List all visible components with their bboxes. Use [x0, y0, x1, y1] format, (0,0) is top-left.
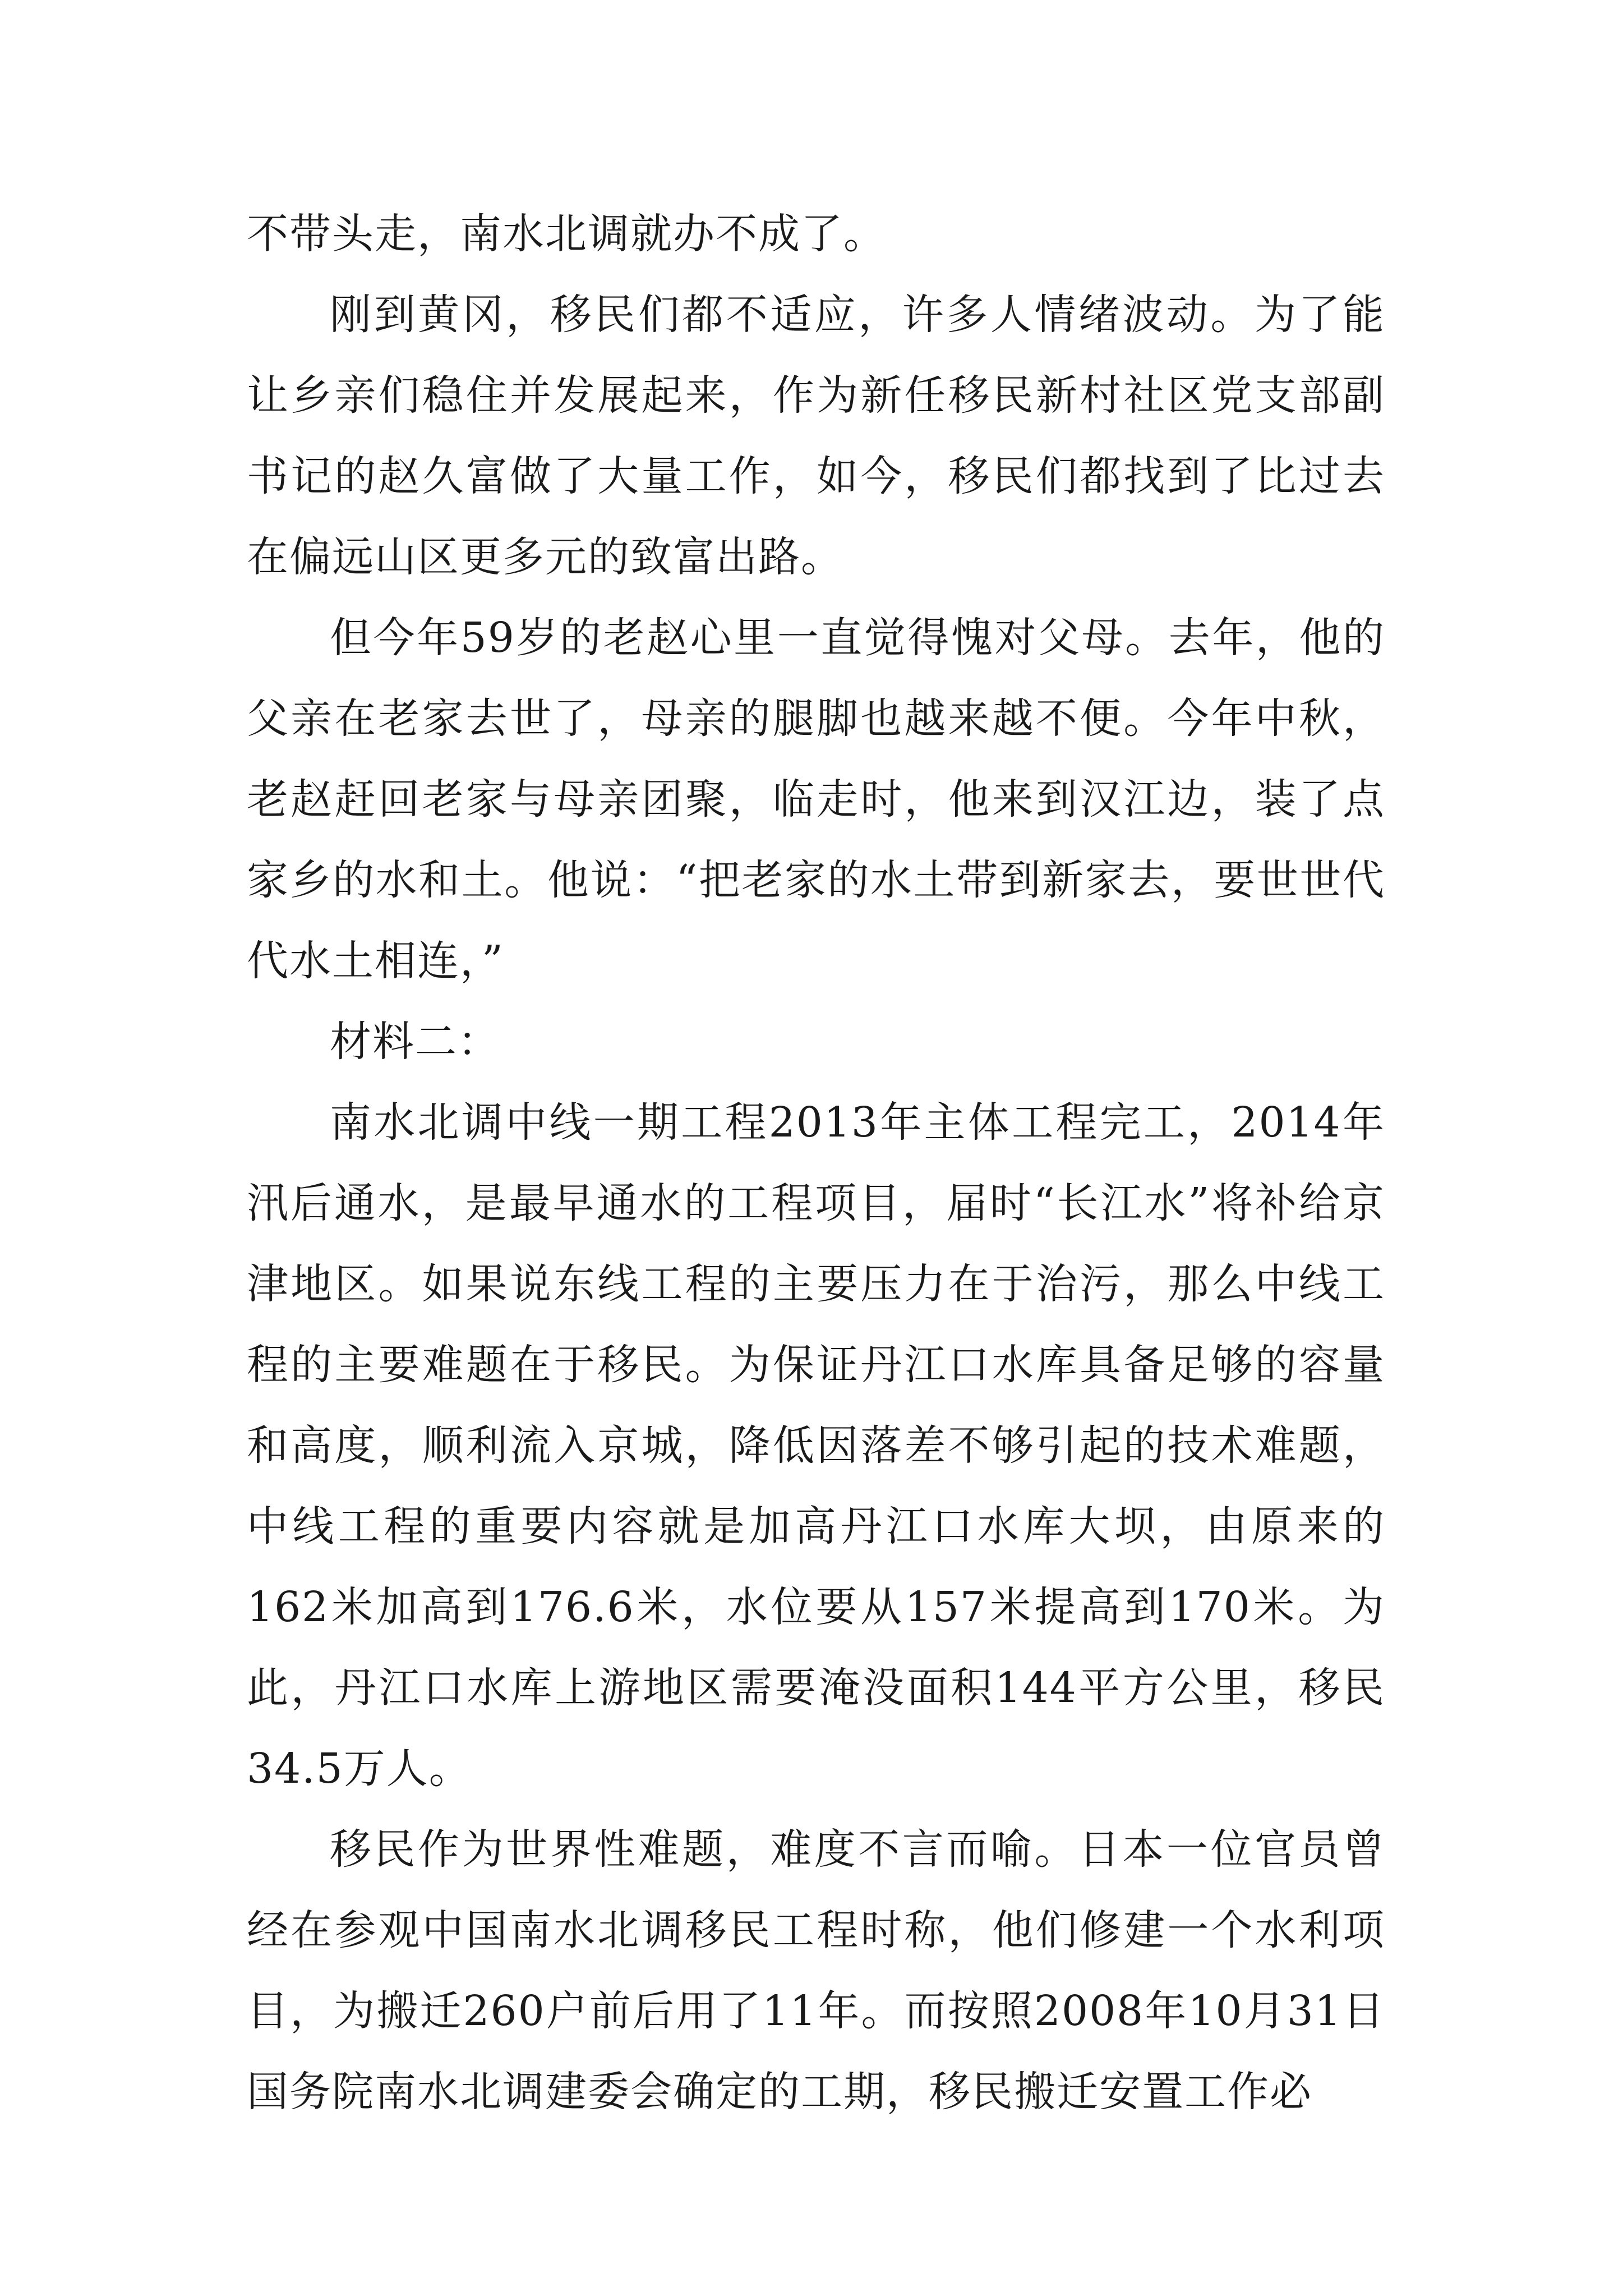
paragraph-resettlement: 移民作为世界性难题，难度不言而喻。日本一位官员曾经在参观中国南水北调移民工程时称，他们修建一个水利项目，为搬迁260户前后用了11年。而按照2008年10月31日国务院南水北调建委会确定的工期，移民搬迁安置工作必: [247, 1825, 1385, 2116]
document-body: [247, 194, 1385, 2132]
paragraph-lao-zhao: 但今年59岁的老赵心里一直觉得愧对父母。去年，他的父亲在老家去世了，母亲的腿脚也越来越不便。今年中秋，老赵赶回老家与母亲团聚，临走时，他来到汉江边，装了点家乡的水和土。他说：“把老家的水土带到新家去，要世世代代水土相连，”: [247, 614, 1385, 985]
paragraph-continuation: 不带头走，南水北调就办不成了。: [247, 210, 886, 258]
paragraph-middle-route: 南水北调中线一期工程2013年主体工程完工，2014年汛后通水，是最早通水的工程项目，届时“长江水”将补给京津地区。如果说东线工程的主要压力在于治污，那么中线工程的主要难题在于移民。为保证丹江口水库具备足够的容量和高度，顺利流入京城，降低因落差不够引起的技术难题，中线工程的重要内容就是加高丹江口水库大坝，由原来的162米加高到176.6米，水位要从157米提高到170米。为此，丹江口水库上游地区需要淹没面积144平方公里，移民34.5万人。: [247, 1098, 1385, 1793]
paragraph-huanggang: 刚到黄冈，移民们都不适应，许多人情绪波动。为了能让乡亲们稳住并发展起来，作为新任移民新村社区党支部副书记的赵久富做了大量工作，如今，移民们都找到了比过去在偏远山区更多元的致富出路。: [247, 291, 1385, 581]
section-heading-material-two: 材料二：: [330, 1018, 500, 1066]
